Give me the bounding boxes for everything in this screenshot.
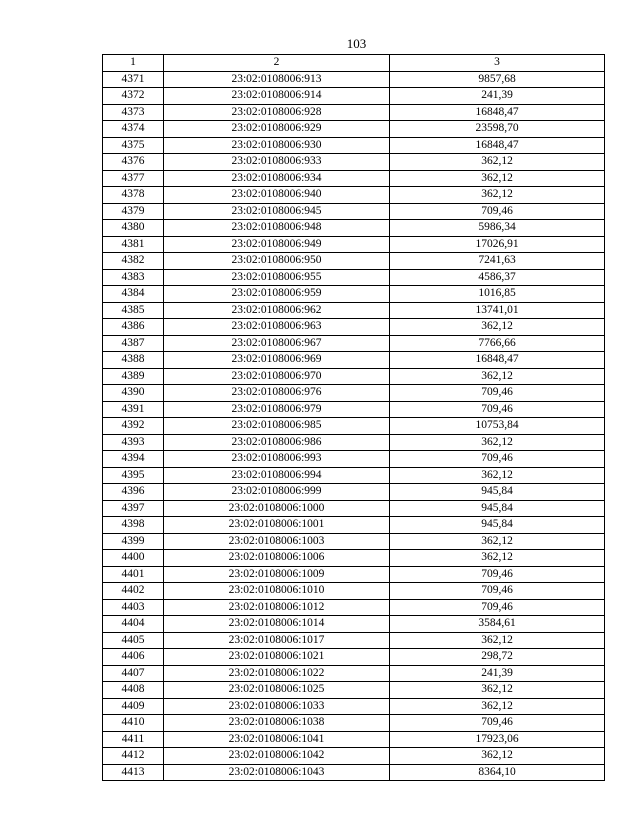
row-number-cell: 4399 xyxy=(103,533,164,550)
value-cell: 709,46 xyxy=(390,451,605,468)
table-row xyxy=(103,302,605,319)
row-number-cell: 4405 xyxy=(103,632,164,649)
cadastral-number-cell: 23:02:0108006:1025 xyxy=(164,682,390,699)
row-number-cell: 4413 xyxy=(103,764,164,781)
value-cell: 16848,47 xyxy=(390,352,605,369)
cadastral-number-cell: 23:02:0108006:994 xyxy=(164,467,390,484)
table-header-row xyxy=(103,55,605,72)
cadastral-number-cell: 23:02:0108006:1017 xyxy=(164,632,390,649)
table-row xyxy=(103,187,605,204)
table-row xyxy=(103,748,605,765)
cadastral-number-cell: 23:02:0108006:1038 xyxy=(164,715,390,732)
value-cell: 709,46 xyxy=(390,385,605,402)
row-number-cell: 4372 xyxy=(103,88,164,105)
value-cell: 362,12 xyxy=(390,550,605,567)
cadastral-number-cell: 23:02:0108006:930 xyxy=(164,137,390,154)
cadastral-number-cell: 23:02:0108006:1009 xyxy=(164,566,390,583)
table-row xyxy=(103,484,605,501)
value-cell: 362,12 xyxy=(390,170,605,187)
value-cell: 362,12 xyxy=(390,698,605,715)
row-number-cell: 4382 xyxy=(103,253,164,270)
row-number-cell: 4397 xyxy=(103,500,164,517)
row-number-cell: 4387 xyxy=(103,335,164,352)
table-row xyxy=(103,550,605,567)
cadastral-number-cell: 23:02:0108006:1042 xyxy=(164,748,390,765)
value-cell: 362,12 xyxy=(390,533,605,550)
value-cell: 709,46 xyxy=(390,583,605,600)
table-row xyxy=(103,467,605,484)
row-number-cell: 4395 xyxy=(103,467,164,484)
value-cell: 362,12 xyxy=(390,748,605,765)
table-row xyxy=(103,434,605,451)
value-cell: 4586,37 xyxy=(390,269,605,286)
table-row xyxy=(103,616,605,633)
table-row xyxy=(103,682,605,699)
data-table xyxy=(102,54,605,781)
cadastral-number-cell: 23:02:0108006:1010 xyxy=(164,583,390,600)
value-cell: 362,12 xyxy=(390,368,605,385)
cadastral-number-cell: 23:02:0108006:948 xyxy=(164,220,390,237)
row-number-cell: 4396 xyxy=(103,484,164,501)
page-number: 103 xyxy=(346,36,367,51)
cadastral-number-cell: 23:02:0108006:986 xyxy=(164,434,390,451)
row-number-cell: 4407 xyxy=(103,665,164,682)
table-row xyxy=(103,665,605,682)
row-number-cell: 4393 xyxy=(103,434,164,451)
cadastral-number-cell: 23:02:0108006:993 xyxy=(164,451,390,468)
table-row xyxy=(103,649,605,666)
table-row xyxy=(103,319,605,336)
row-number-cell: 4379 xyxy=(103,203,164,220)
value-cell: 362,12 xyxy=(390,187,605,204)
value-cell: 709,46 xyxy=(390,401,605,418)
table-row xyxy=(103,698,605,715)
cadastral-number-cell: 23:02:0108006:934 xyxy=(164,170,390,187)
row-number-cell: 4401 xyxy=(103,566,164,583)
value-cell: 709,46 xyxy=(390,599,605,616)
row-number-cell: 4377 xyxy=(103,170,164,187)
value-cell: 362,12 xyxy=(390,319,605,336)
cadastral-number-cell: 23:02:0108006:963 xyxy=(164,319,390,336)
value-cell: 9857,68 xyxy=(390,71,605,88)
cadastral-number-cell: 23:02:0108006:1003 xyxy=(164,533,390,550)
column-header-3: 3 xyxy=(390,55,605,72)
value-cell: 945,84 xyxy=(390,500,605,517)
value-cell: 362,12 xyxy=(390,467,605,484)
row-number-cell: 4383 xyxy=(103,269,164,286)
table-row xyxy=(103,583,605,600)
row-number-cell: 4381 xyxy=(103,236,164,253)
cadastral-number-cell: 23:02:0108006:959 xyxy=(164,286,390,303)
table-row xyxy=(103,121,605,138)
cadastral-number-cell: 23:02:0108006:970 xyxy=(164,368,390,385)
table-row xyxy=(103,286,605,303)
table-row xyxy=(103,269,605,286)
value-cell: 298,72 xyxy=(390,649,605,666)
value-cell: 7241,63 xyxy=(390,253,605,270)
value-cell: 7766,66 xyxy=(390,335,605,352)
cadastral-number-cell: 23:02:0108006:999 xyxy=(164,484,390,501)
value-cell: 945,84 xyxy=(390,517,605,534)
table-row xyxy=(103,715,605,732)
row-number-cell: 4412 xyxy=(103,748,164,765)
row-number-cell: 4386 xyxy=(103,319,164,336)
cadastral-number-cell: 23:02:0108006:949 xyxy=(164,236,390,253)
table-row xyxy=(103,352,605,369)
row-number-cell: 4390 xyxy=(103,385,164,402)
table-row xyxy=(103,731,605,748)
cadastral-number-cell: 23:02:0108006:1041 xyxy=(164,731,390,748)
cadastral-number-cell: 23:02:0108006:945 xyxy=(164,203,390,220)
table-row xyxy=(103,385,605,402)
row-number-cell: 4409 xyxy=(103,698,164,715)
cadastral-number-cell: 23:02:0108006:967 xyxy=(164,335,390,352)
table-row xyxy=(103,236,605,253)
value-cell: 10753,84 xyxy=(390,418,605,435)
cadastral-number-cell: 23:02:0108006:969 xyxy=(164,352,390,369)
value-cell: 709,46 xyxy=(390,566,605,583)
cadastral-number-cell: 23:02:0108006:1043 xyxy=(164,764,390,781)
row-number-cell: 4371 xyxy=(103,71,164,88)
table-row xyxy=(103,170,605,187)
row-number-cell: 4376 xyxy=(103,154,164,171)
cadastral-number-cell: 23:02:0108006:985 xyxy=(164,418,390,435)
table-row xyxy=(103,599,605,616)
value-cell: 362,12 xyxy=(390,154,605,171)
table-row xyxy=(103,203,605,220)
value-cell: 709,46 xyxy=(390,203,605,220)
cadastral-number-cell: 23:02:0108006:1022 xyxy=(164,665,390,682)
cadastral-number-cell: 23:02:0108006:933 xyxy=(164,154,390,171)
table-row xyxy=(103,764,605,781)
row-number-cell: 4394 xyxy=(103,451,164,468)
row-number-cell: 4373 xyxy=(103,104,164,121)
row-number-cell: 4406 xyxy=(103,649,164,666)
cadastral-number-cell: 23:02:0108006:929 xyxy=(164,121,390,138)
cadastral-number-cell: 23:02:0108006:976 xyxy=(164,385,390,402)
cadastral-number-cell: 23:02:0108006:1033 xyxy=(164,698,390,715)
cadastral-number-cell: 23:02:0108006:1006 xyxy=(164,550,390,567)
cadastral-number-cell: 23:02:0108006:955 xyxy=(164,269,390,286)
table-row xyxy=(103,632,605,649)
row-number-cell: 4378 xyxy=(103,187,164,204)
row-number-cell: 4392 xyxy=(103,418,164,435)
row-number-cell: 4375 xyxy=(103,137,164,154)
table-row xyxy=(103,368,605,385)
table-row xyxy=(103,71,605,88)
row-number-cell: 4389 xyxy=(103,368,164,385)
column-header-2: 2 xyxy=(164,55,390,72)
cadastral-number-cell: 23:02:0108006:979 xyxy=(164,401,390,418)
table-row xyxy=(103,335,605,352)
table-row xyxy=(103,104,605,121)
value-cell: 3584,61 xyxy=(390,616,605,633)
row-number-cell: 4398 xyxy=(103,517,164,534)
value-cell: 17923,06 xyxy=(390,731,605,748)
cadastral-number-cell: 23:02:0108006:1000 xyxy=(164,500,390,517)
value-cell: 8364,10 xyxy=(390,764,605,781)
value-cell: 23598,70 xyxy=(390,121,605,138)
cadastral-number-cell: 23:02:0108006:1001 xyxy=(164,517,390,534)
value-cell: 362,12 xyxy=(390,682,605,699)
row-number-cell: 4404 xyxy=(103,616,164,633)
row-number-cell: 4385 xyxy=(103,302,164,319)
row-number-cell: 4410 xyxy=(103,715,164,732)
table-row xyxy=(103,517,605,534)
table-row xyxy=(103,533,605,550)
table-row xyxy=(103,154,605,171)
value-cell: 241,39 xyxy=(390,88,605,105)
table-row xyxy=(103,418,605,435)
value-cell: 709,46 xyxy=(390,715,605,732)
value-cell: 16848,47 xyxy=(390,104,605,121)
cadastral-number-cell: 23:02:0108006:950 xyxy=(164,253,390,270)
value-cell: 16848,47 xyxy=(390,137,605,154)
row-number-cell: 4400 xyxy=(103,550,164,567)
value-cell: 241,39 xyxy=(390,665,605,682)
row-number-cell: 4380 xyxy=(103,220,164,237)
row-number-cell: 4391 xyxy=(103,401,164,418)
row-number-cell: 4411 xyxy=(103,731,164,748)
table-row xyxy=(103,566,605,583)
table-row xyxy=(103,451,605,468)
row-number-cell: 4374 xyxy=(103,121,164,138)
value-cell: 362,12 xyxy=(390,434,605,451)
table-body xyxy=(103,71,605,781)
cadastral-number-cell: 23:02:0108006:1021 xyxy=(164,649,390,666)
row-number-cell: 4388 xyxy=(103,352,164,369)
column-header-1: 1 xyxy=(103,55,164,72)
table-row xyxy=(103,500,605,517)
table-row xyxy=(103,401,605,418)
value-cell: 5986,34 xyxy=(390,220,605,237)
row-number-cell: 4403 xyxy=(103,599,164,616)
cadastral-number-cell: 23:02:0108006:1012 xyxy=(164,599,390,616)
value-cell: 945,84 xyxy=(390,484,605,501)
value-cell: 1016,85 xyxy=(390,286,605,303)
row-number-cell: 4408 xyxy=(103,682,164,699)
cadastral-number-cell: 23:02:0108006:913 xyxy=(164,71,390,88)
table-row xyxy=(103,220,605,237)
cadastral-number-cell: 23:02:0108006:914 xyxy=(164,88,390,105)
cadastral-number-cell: 23:02:0108006:940 xyxy=(164,187,390,204)
value-cell: 17026,91 xyxy=(390,236,605,253)
table-row xyxy=(103,253,605,270)
cadastral-number-cell: 23:02:0108006:928 xyxy=(164,104,390,121)
row-number-cell: 4384 xyxy=(103,286,164,303)
table-row xyxy=(103,137,605,154)
value-cell: 13741,01 xyxy=(390,302,605,319)
value-cell: 362,12 xyxy=(390,632,605,649)
cadastral-number-cell: 23:02:0108006:962 xyxy=(164,302,390,319)
cadastral-number-cell: 23:02:0108006:1014 xyxy=(164,616,390,633)
row-number-cell: 4402 xyxy=(103,583,164,600)
table-row xyxy=(103,88,605,105)
